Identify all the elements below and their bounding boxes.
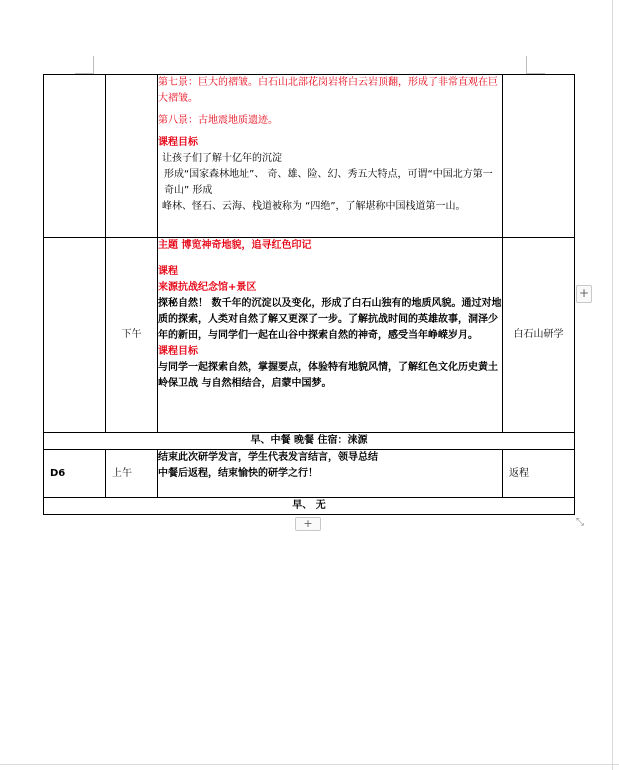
margin-mark-top-left xyxy=(93,56,94,74)
course-goal-heading: 课程目标 xyxy=(158,137,198,148)
add-row-button[interactable]: + xyxy=(295,517,321,531)
scene-7-text: 第七景：巨大的褶皱。白石山北部花岗岩将白云岩顶翻，形成了非常直观在巨大褶皱。 xyxy=(158,77,498,104)
time-cell[interactable] xyxy=(106,238,158,433)
course-goal-line: 让孩子们了解十亿年的沉淀 xyxy=(162,153,282,164)
itinerary-table xyxy=(43,74,575,515)
location-label: 返程 xyxy=(509,467,529,479)
time-cell[interactable] xyxy=(106,450,158,498)
course-label: 课程 xyxy=(158,266,178,277)
course-goal-line: 峰林、怪石、云海、栈道被称为 “四绝”，了解堪称中国栈道第一山。 xyxy=(162,201,466,212)
table-resize-handle[interactable]: ⤡ xyxy=(576,517,584,528)
scene-8-text: 第八景：古地震地质遗迹。 xyxy=(158,115,278,126)
meals-text: 早、中餐 晚餐 住宿：涞源 xyxy=(250,435,368,446)
table-row xyxy=(44,498,575,515)
meals-text: 早、 无 xyxy=(292,500,326,511)
time-cell[interactable] xyxy=(106,75,158,238)
location-cell[interactable] xyxy=(503,75,575,238)
course-description: 探秘自然！ 数千年的沉淀以及变化，形成了白石山独有的地质风貌。通过对地质的探索，人类对自然了解又更深了一步。了解抗战时间的英雄故事，洞泽少年的新田，与同学们一起在山谷中探索自然的神奇，感受当年峥嵘岁月。 xyxy=(158,298,502,341)
content-cell[interactable] xyxy=(158,75,503,238)
location-label: 白石山研学 xyxy=(513,329,564,340)
day-cell[interactable] xyxy=(44,75,106,238)
meals-cell[interactable] xyxy=(44,433,575,450)
table-row xyxy=(44,75,575,238)
content-cell[interactable] xyxy=(158,450,503,498)
content-cell[interactable] xyxy=(158,238,503,433)
time-label: 上午 xyxy=(112,467,132,479)
theme-heading: 主题 博览神奇地貌，追寻红色印记 xyxy=(158,240,312,251)
table-row xyxy=(44,433,575,450)
closing-line: 结束此次研学发言，学生代表发言结言，领导总结 xyxy=(158,452,378,463)
day-cell[interactable] xyxy=(44,450,106,498)
day-cell[interactable] xyxy=(44,238,106,433)
time-label: 下午 xyxy=(121,329,142,340)
margin-mark-top-right xyxy=(526,56,527,74)
closing-line: 中餐后返程，结束愉快的研学之行！ xyxy=(158,468,318,479)
table-row xyxy=(44,450,575,498)
spacer xyxy=(158,254,502,264)
page-boundary xyxy=(612,0,613,770)
page-bottom-boundary xyxy=(0,764,619,765)
course-goal-line: 形成“国家森林地址”、 奇、雄、险、幻、秀五大特点，可谓“中国北方第一奇山” 形成 xyxy=(164,169,493,196)
location-cell[interactable] xyxy=(503,238,575,433)
meals-cell[interactable] xyxy=(44,498,575,515)
course-name: 来源抗战纪念馆+景区 xyxy=(158,282,257,293)
location-cell[interactable] xyxy=(503,450,575,498)
course-goal-text: 与同学一起探索自然，掌握要点，体验特有地貌风情，了解红色文化历史黄土岭保卫战 与自然相结合，启蒙中国梦。 xyxy=(158,362,498,389)
day-label: D6 xyxy=(50,467,66,479)
add-column-button[interactable]: + xyxy=(576,285,592,303)
course-goal-heading: 课程目标 xyxy=(158,346,198,357)
table-row xyxy=(44,238,575,433)
